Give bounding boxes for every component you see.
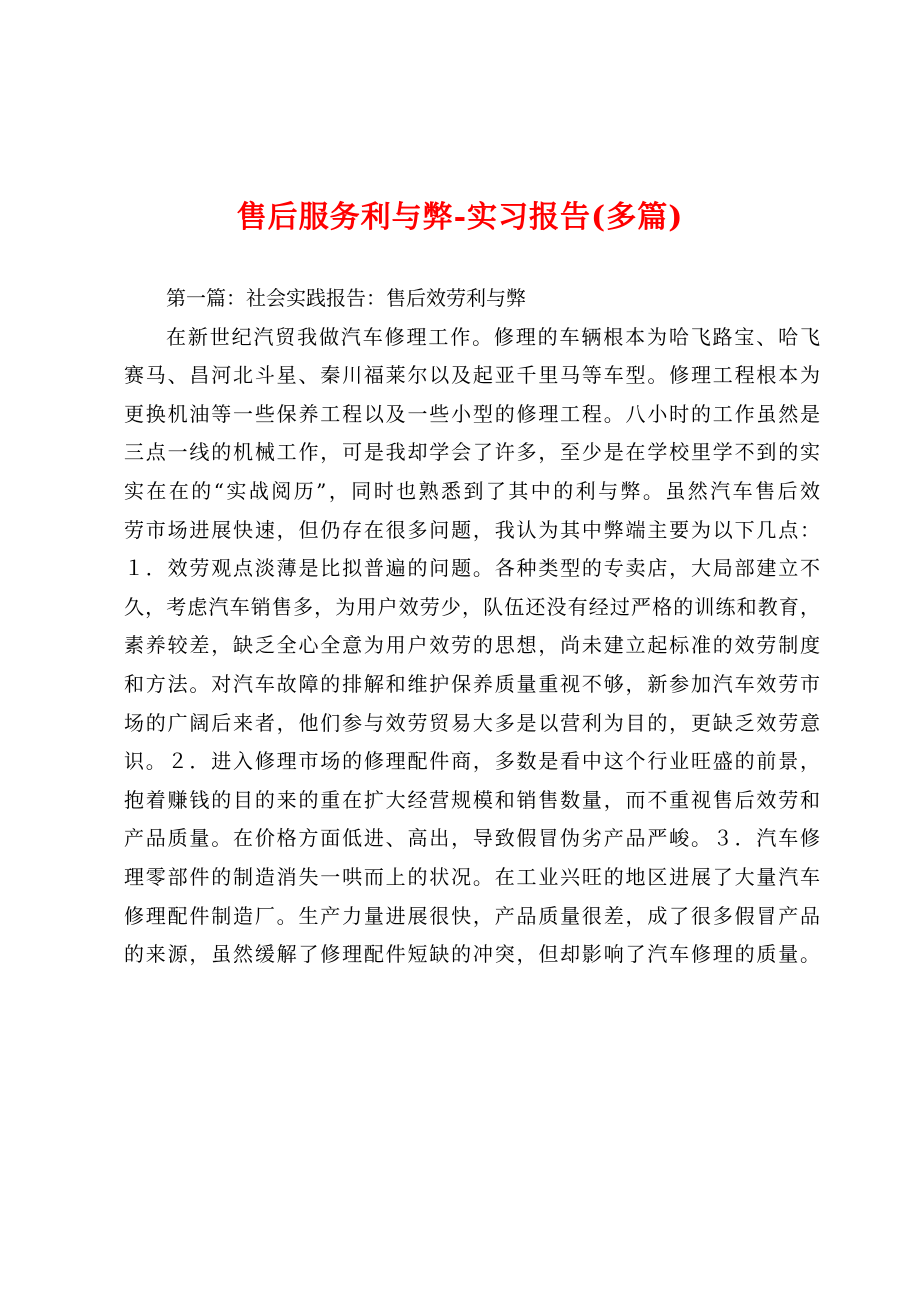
paragraph-line: 素养较差，缺乏全心全意为用户效劳的思想，尚未建立起标准的效劳制度 [124, 633, 820, 658]
document-title: 售后服务利与弊-实习报告(多篇) [236, 200, 684, 235]
paragraph-line: 和方法。对汽车故障的排解和维护保养质量重视不够，新参加汽车效劳市 [124, 671, 820, 696]
section-heading: 第一篇：社会实践报告：售后效劳利与弊 [166, 286, 526, 310]
paragraph-line: 识。２．进入修理市场的修理配件商，多数是看中这个行业旺盛的前景， [124, 749, 820, 774]
paragraph-line: 更换机油等一些保养工程以及一些小型的修理工程。八小时的工作虽然是 [124, 401, 820, 426]
document-body [124, 279, 820, 974]
paragraph-line: 久，考虑汽车销售多，为用户效劳少，队伍还没有经过严格的训练和教育， [124, 594, 820, 619]
paragraph-line: 赛马、昌河北斗星、秦川福莱尔以及起亚千里马等车型。修理工程根本为 [124, 363, 820, 388]
paragraph-line: 修理配件制造厂。生产力量进展很快，产品质量很差，成了很多假冒产品 [124, 903, 820, 928]
body-paragraph [124, 318, 820, 974]
paragraph-line: 抱着赚钱的目的来的重在扩大经营规模和销售数量，而不重视售后效劳和 [124, 787, 820, 812]
paragraph-line: １．效劳观点淡薄是比拟普遍的问题。各种类型的专卖店，大局部建立不 [124, 556, 820, 581]
paragraph-line: 实在在的“实战阅历”，同时也熟悉到了其中的利与弊。虽然汽车售后效 [124, 478, 820, 503]
paragraph-line: 的来源，虽然缓解了修理配件短缺的冲突，但却影响了汽车修理的质量。 [124, 942, 820, 967]
paragraph-line: 劳市场进展快速，但仍存在很多问题，我认为其中弊端主要为以下几点： [124, 517, 820, 542]
paragraph-line: 在新世纪汽贸我做汽车修理工作。修理的车辆根本为哈飞路宝、哈飞 [166, 324, 820, 349]
paragraph-line: 场的广阔后来者，他们参与效劳贸易大多是以营利为目的，更缺乏效劳意 [124, 710, 820, 735]
paragraph-line: 产品质量。在价格方面低进、高出，导致假冒伪劣产品严峻。３．汽车修 [124, 826, 820, 851]
paragraph-line: 三点一线的机械工作，可是我却学会了许多，至少是在学校里学不到的实 [124, 440, 820, 465]
paragraph-line: 理零部件的制造消失一哄而上的状况。在工业兴旺的地区进展了大量汽车 [124, 864, 820, 889]
